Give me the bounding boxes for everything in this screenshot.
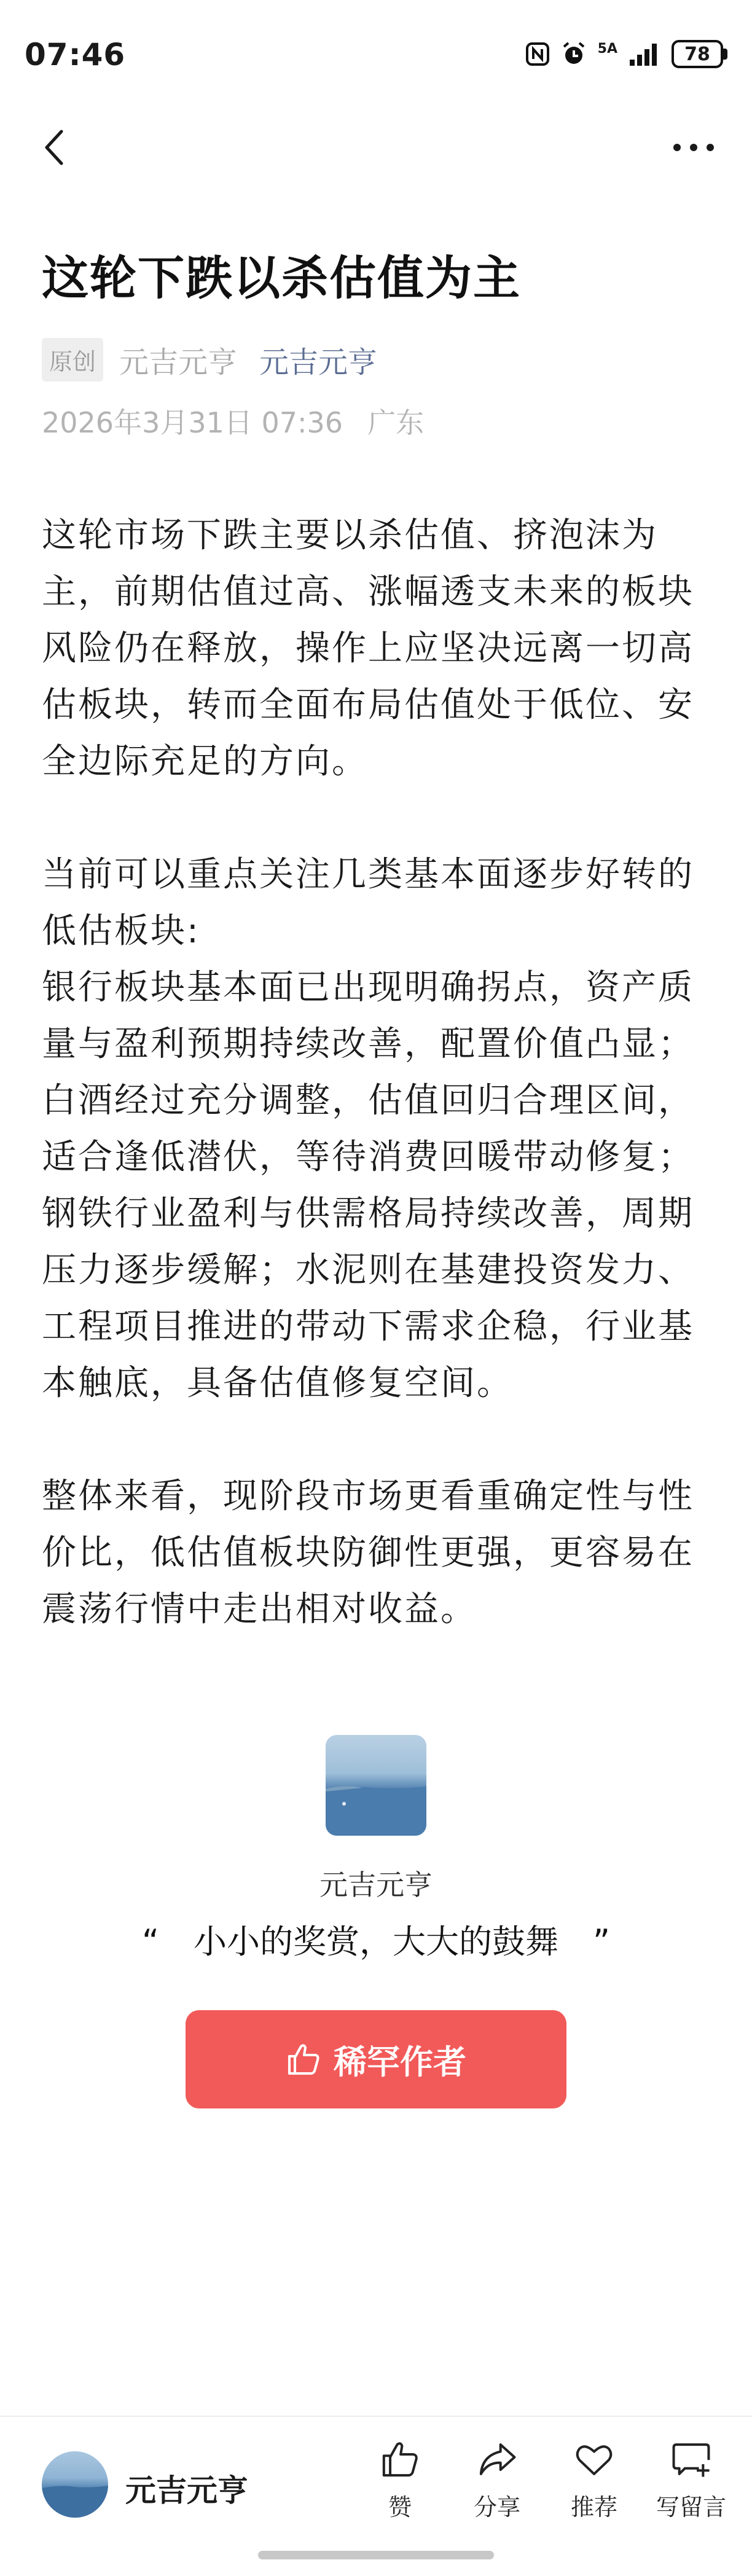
share-label: 分享 <box>473 2494 520 2521</box>
recommend-label: 推荐 <box>570 2494 617 2521</box>
back-button[interactable] <box>36 123 72 172</box>
author-name: 元吉元亨 <box>119 345 238 380</box>
reward-button[interactable] <box>186 2010 566 2108</box>
chevron-left-icon <box>42 128 66 167</box>
thumbs-up-icon <box>380 2439 420 2480</box>
reward-author-name: 元吉元亨 <box>319 1868 433 1901</box>
publish-info <box>42 401 424 441</box>
battery-level: 78 <box>672 40 723 68</box>
battery-icon <box>672 40 727 68</box>
article-title: 这轮下跌以杀估值为主 <box>42 251 521 305</box>
original-badge: 原创 <box>42 338 103 382</box>
network-label: 5A <box>597 41 617 57</box>
action-group <box>364 2439 727 2522</box>
share-button[interactable] <box>461 2439 533 2522</box>
article-body <box>42 507 711 1694</box>
paragraph: 白酒经过充分调整，估值回归合理区间，适合逢低潜伏，等待消费回暖带动修复； <box>42 1081 694 1177</box>
publish-date: 2026年3月31日 07:36 <box>42 406 343 439</box>
author-avatar[interactable] <box>326 1735 426 1836</box>
heart-icon <box>574 2439 614 2480</box>
signal-icon <box>629 42 660 66</box>
status-time: 07:46 <box>25 37 126 72</box>
comment-label: 写留言 <box>656 2494 726 2521</box>
status-bar <box>0 0 752 111</box>
like-label: 赞 <box>388 2494 412 2521</box>
like-button[interactable] <box>364 2439 436 2522</box>
comment-add-icon <box>671 2439 711 2480</box>
paragraph: 这轮市场下跌主要以杀估值、挤泡沫为主，前期估值过高、涨幅透支未来的板块风险仍在释放，操作上应坚决远离一切高估板块，转而全面布局估值处于低位、安全边际充足的方向。 <box>42 515 694 781</box>
reward-quote <box>0 1916 752 1963</box>
paragraph-group <box>42 847 711 1412</box>
paragraph: 当前可以重点关注几类基本面逐步好转的低估板块: <box>42 855 694 951</box>
status-icons <box>525 38 727 70</box>
nfc-icon <box>525 42 550 66</box>
account-avatar[interactable] <box>42 2451 108 2518</box>
alarm-icon <box>561 41 587 67</box>
recommend-button[interactable] <box>558 2439 630 2522</box>
more-dots-icon <box>672 143 715 152</box>
account-link[interactable]: 元吉元亨 <box>259 345 378 380</box>
paragraph: 钢铁行业盈利与供需格局持续改善，周期压力逐步缓解；水泥则在基建投资发力、工程项目推进的带动下需求企稳，行业基本触底，具备估值修复空间。 <box>42 1194 694 1403</box>
paragraph: 整体来看，现阶段市场更看重确定性与性价比，低估值板块防御性更强，更容易在震荡行情中走出相对收益。 <box>42 1476 694 1629</box>
quote-close: ” <box>593 1922 610 1961</box>
thumbs-up-icon <box>286 2042 321 2077</box>
home-indicator[interactable] <box>258 2551 494 2559</box>
publish-location: 广东 <box>367 406 425 439</box>
paragraph: 银行板块基本面已出现明确拐点，资产质量与盈利预期持续改善，配置价值凸显； <box>42 968 694 1064</box>
comment-button[interactable] <box>655 2439 727 2522</box>
more-button[interactable] <box>666 129 721 166</box>
quote-open: “ <box>142 1922 159 1961</box>
account-name[interactable]: 元吉元亨 <box>125 2473 248 2508</box>
quote-text: 小小的奖赏，大大的鼓舞 <box>194 1922 558 1961</box>
reward-button-label: 稀罕作者 <box>334 2042 466 2081</box>
share-icon <box>477 2439 517 2480</box>
article-meta <box>42 339 377 380</box>
